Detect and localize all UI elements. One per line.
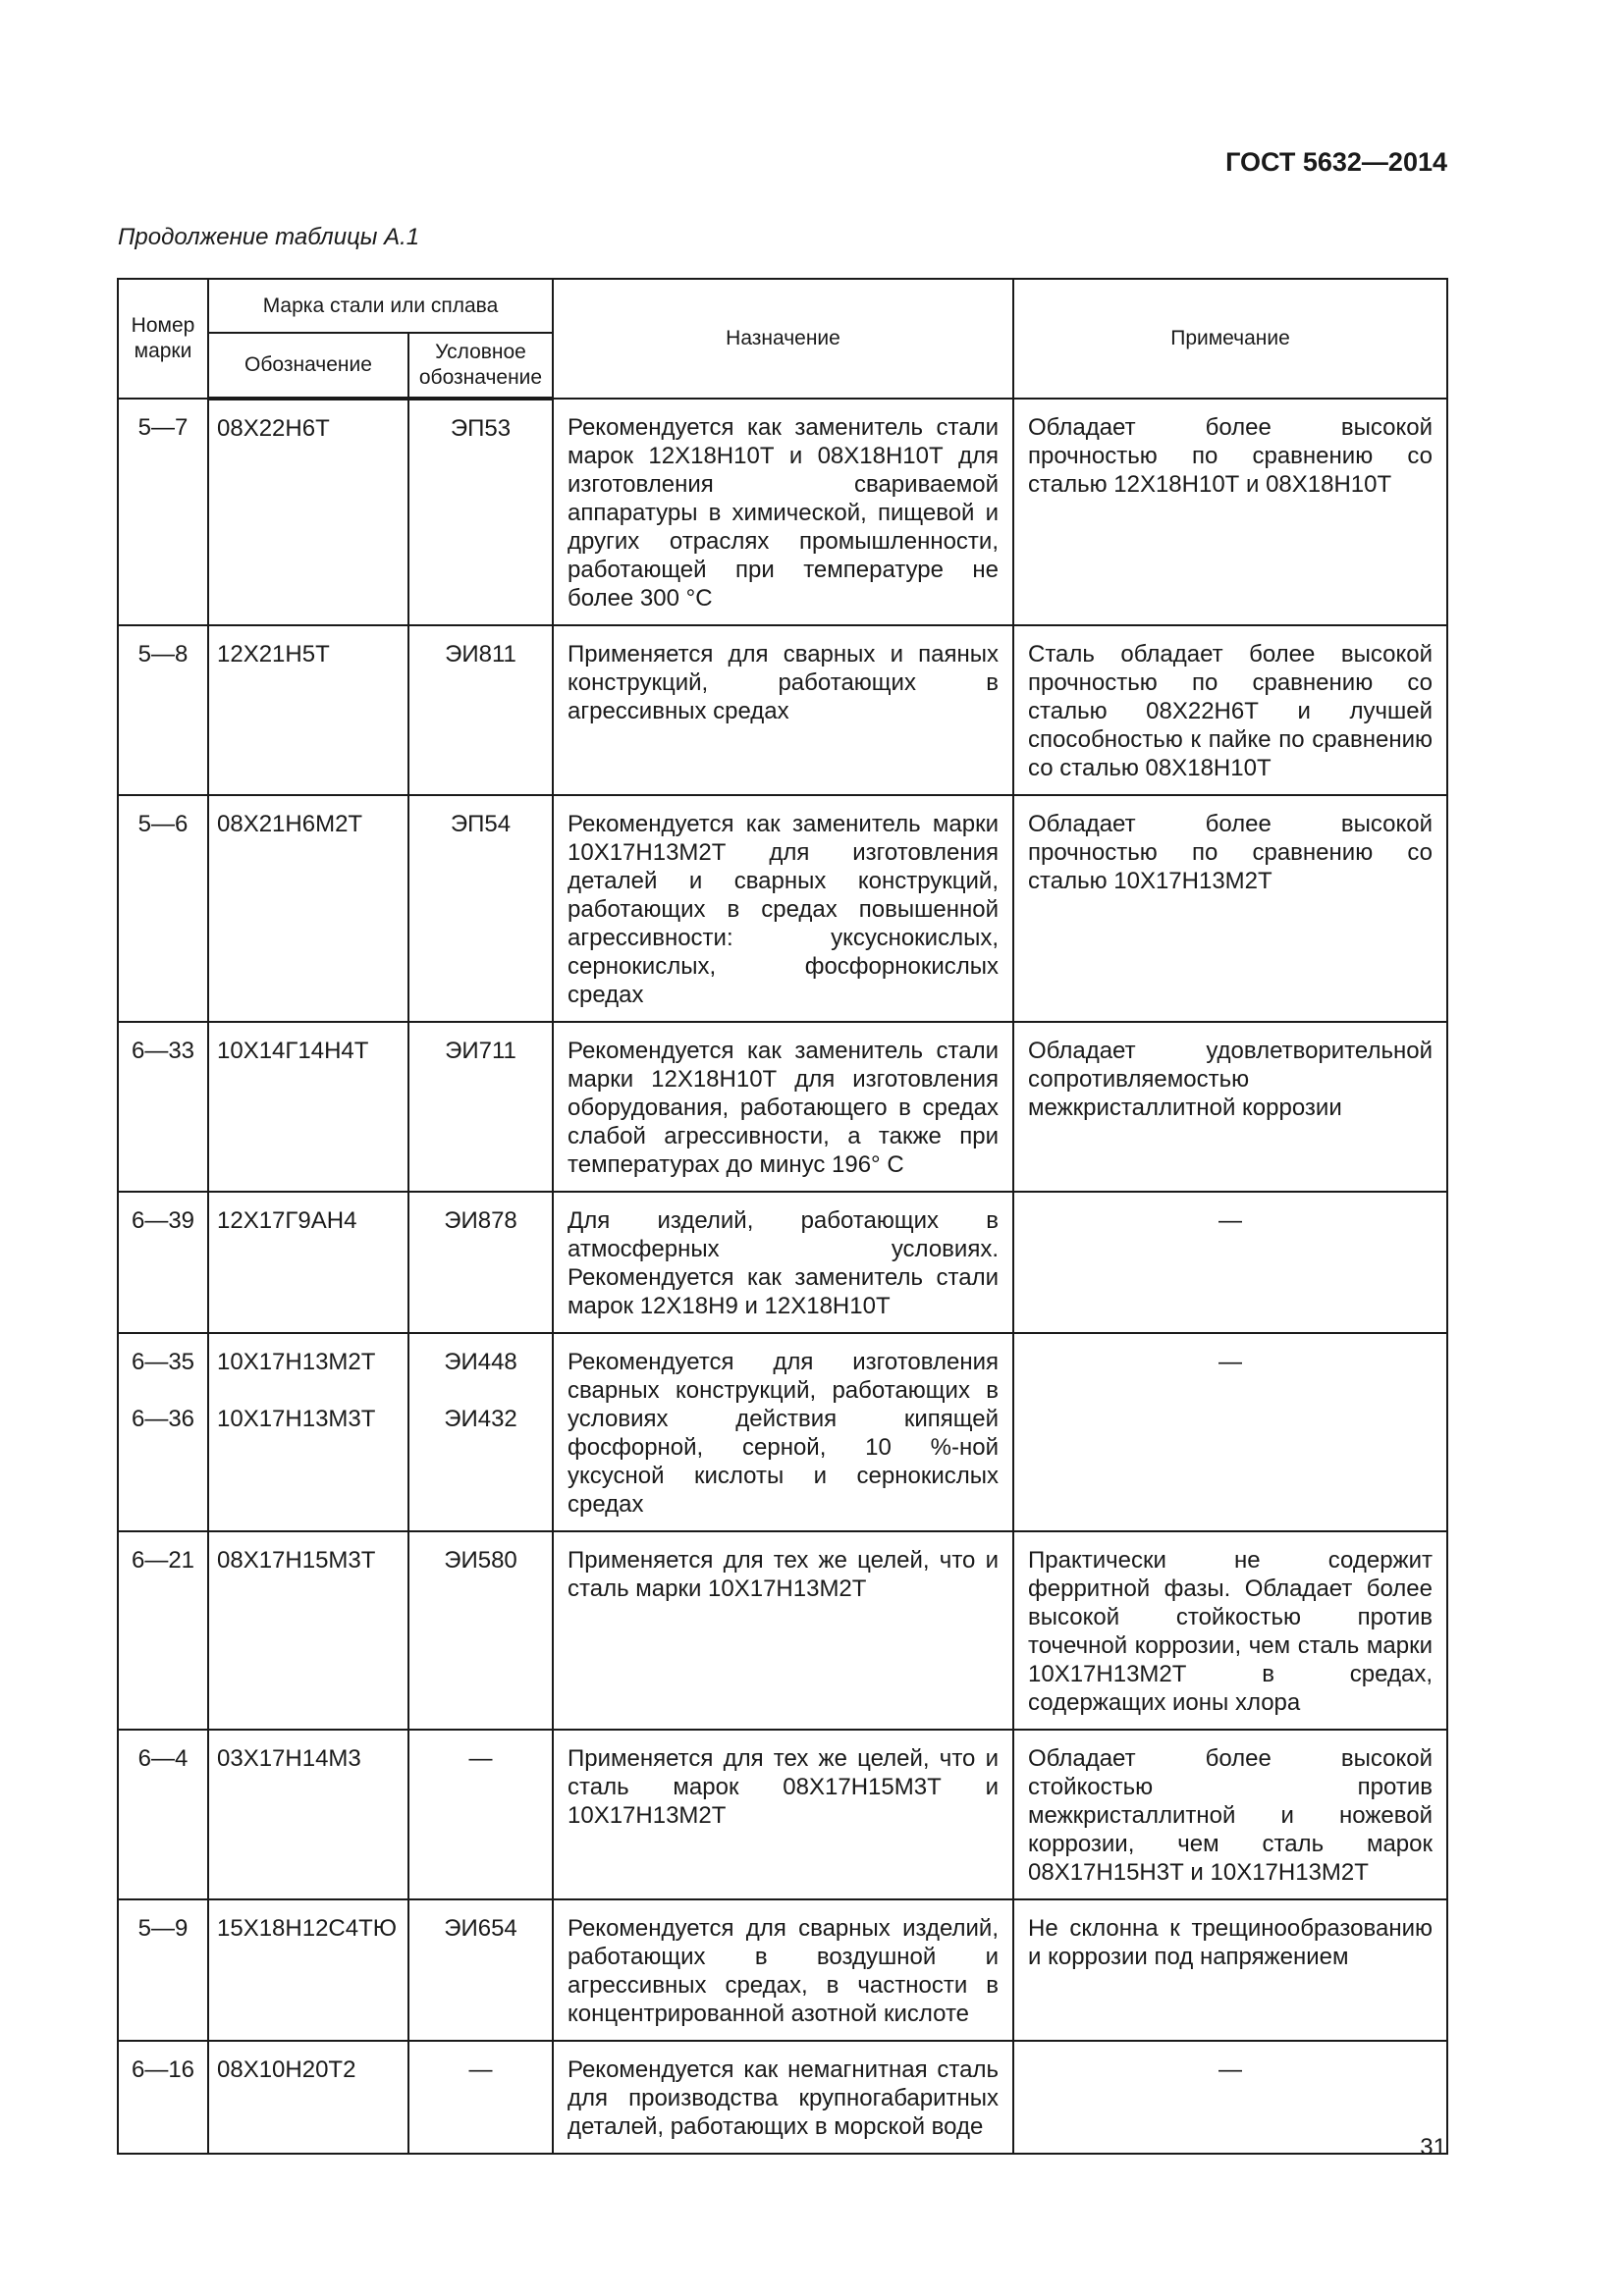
row-number	[118, 1333, 208, 1531]
row-purpose: Применяется для сварных и паяных конструкций, работающих в агрессивных средах	[553, 625, 1013, 795]
standard-designation: ГОСТ 5632—2014	[1225, 147, 1447, 177]
table-row	[118, 1899, 1447, 2041]
header-note: Примечание	[1013, 279, 1447, 399]
row-designation-value: 15Х18Н12С4ТЮ	[217, 1915, 398, 1942]
row-number-value: 5—6	[137, 811, 189, 837]
row-designation-value: 10Х17Н13М3Т	[217, 1406, 376, 1432]
row-conditional-value: —	[468, 1745, 493, 1772]
row-designation-value: 08Х17Н15М3Т	[217, 1547, 376, 1574]
row-number-value: 6—4	[137, 1745, 189, 1772]
row-note: —	[1013, 2041, 1447, 2154]
row-number	[118, 795, 208, 1022]
table-row	[118, 399, 1447, 625]
table-caption: Продолжение таблицы А.1	[118, 224, 420, 250]
row-number-value: 6—36	[131, 1406, 195, 1432]
row-designation	[208, 1192, 408, 1333]
row-number	[118, 399, 208, 625]
row-purpose: Рекомендуется как немагнитная сталь для производства крупногабаритных деталей, работающих в морской воде	[553, 2041, 1013, 2154]
row-purpose: Рекомендуется для изготовления сварных конструкций, работающих в условиях действия кипящей фосфорной, серной, 10 %-ной уксусной кислоты и сернокислых средах	[553, 1333, 1013, 1531]
header-purpose: Назначение	[553, 279, 1013, 399]
row-number	[118, 1022, 208, 1192]
row-number-value: 5—7	[137, 414, 189, 441]
row-conditional	[408, 1899, 553, 2041]
row-conditional	[408, 1022, 553, 1192]
table-row	[118, 1531, 1447, 1730]
row-purpose: Рекомендуется для сварных изделий, работающих в воздушной и агрессивных средах, в частности в концентрированной азотной кислоте	[553, 1899, 1013, 2041]
row-conditional	[408, 625, 553, 795]
table-row	[118, 1022, 1447, 1192]
row-number-value: 5—8	[137, 641, 189, 667]
row-note: Сталь обладает более высокой прочностью по сравнению со сталью 08Х22Н6Т и лучшей способностью к пайке по сравнению со сталью 08Х18Н10Т	[1013, 625, 1447, 795]
row-designation	[208, 795, 408, 1022]
row-number-value: 6—21	[131, 1547, 195, 1574]
row-note: —	[1013, 1333, 1447, 1531]
row-conditional	[408, 399, 553, 625]
row-note: Обладает более высокой прочностью по сравнению со сталью 12Х18Н10Т и 08Х18Н10Т	[1013, 399, 1447, 625]
row-number	[118, 2041, 208, 2154]
table-row	[118, 1192, 1447, 1333]
table-row	[118, 2041, 1447, 2154]
row-purpose: Применяется для тех же целей, что и сталь марки 10Х17Н13М2Т	[553, 1531, 1013, 1730]
row-note: Обладает удовлетворительной сопротивляемостью межкристаллитной коррозии	[1013, 1022, 1447, 1192]
row-note: Практически не содержит ферритной фазы. Обладает более высокой стойкостью против точечной коррозии, чем сталь марки 10Х17Н13М2Т в средах, содержащих ионы хлора	[1013, 1531, 1447, 1730]
row-conditional	[408, 1730, 553, 1899]
steel-grades-table	[117, 278, 1448, 2155]
header-conditional: Условное обозначение	[408, 333, 553, 399]
row-note: —	[1013, 1192, 1447, 1333]
row-number	[118, 1192, 208, 1333]
row-designation	[208, 1022, 408, 1192]
row-designation-value: 12Х21Н5Т	[217, 641, 330, 667]
table-row	[118, 1333, 1447, 1531]
row-conditional-value: ЭИ580	[444, 1547, 517, 1574]
row-note: Обладает более высокой прочностью по сравнению со сталью 10Х17Н13М2Т	[1013, 795, 1447, 1022]
row-conditional	[408, 795, 553, 1022]
row-number	[118, 1531, 208, 1730]
row-number-value: 6—16	[131, 2056, 195, 2083]
row-conditional	[408, 1192, 553, 1333]
row-number	[118, 1730, 208, 1899]
row-designation	[208, 399, 408, 625]
row-conditional-value: ЭИ878	[444, 1207, 517, 1234]
row-number-value: 6—35	[131, 1349, 195, 1375]
row-designation	[208, 2041, 408, 2154]
header-grade-group: Марка стали или сплава	[208, 279, 553, 333]
row-designation-value: 12Х17Г9АН4	[217, 1207, 357, 1234]
row-number	[118, 1899, 208, 2041]
row-designation-value: 10Х14Г14Н4Т	[217, 1038, 369, 1064]
page-number: 31	[1420, 2134, 1446, 2161]
row-designation	[208, 1531, 408, 1730]
row-number-value: 5—9	[137, 1915, 189, 1942]
table-row	[118, 1730, 1447, 1899]
row-conditional-value: ЭИ811	[445, 641, 516, 667]
row-designation	[208, 1333, 408, 1531]
row-conditional	[408, 2041, 553, 2154]
row-purpose: Для изделий, работающих в атмосферных условиях. Рекомендуется как заменитель стали марок 12Х18Н9 и 12Х18Н10Т	[553, 1192, 1013, 1333]
row-purpose: Рекомендуется как заменитель стали марок 12Х18Н10Т и 08Х18Н10Т для изготовления свариваемой аппаратуры в химической, пищевой и других отраслях промышленности, работающей при температуре не более 300 °С	[553, 399, 1013, 625]
row-designation	[208, 1730, 408, 1899]
row-purpose: Рекомендуется как заменитель марки 10Х17Н13М2Т для изготовления деталей и сварных конструкций, работающих в средах повышенной агрессивности: уксуснокислых, сернокислых, фосфорнокислых средах	[553, 795, 1013, 1022]
row-designation	[208, 1899, 408, 2041]
row-note: Не склонна к трещинообразованию и коррозии под напряжением	[1013, 1899, 1447, 2041]
row-conditional-value: ЭИ711	[445, 1038, 516, 1064]
row-conditional-value: —	[468, 2056, 493, 2083]
row-designation-value: 03Х17Н14М3	[217, 1745, 361, 1772]
row-number-value: 6—33	[131, 1038, 195, 1064]
row-purpose: Рекомендуется как заменитель стали марки 12Х18Н10Т для изготовления оборудования, работающего в средах слабой агрессивности, а также при температурах до минус 196° С	[553, 1022, 1013, 1192]
row-conditional	[408, 1531, 553, 1730]
table-body	[118, 399, 1447, 2154]
row-designation-value: 08Х22Н6Т	[217, 415, 330, 442]
row-purpose: Применяется для тех же целей, что и сталь марок 08Х17Н15М3Т и 10Х17Н13М2Т	[553, 1730, 1013, 1899]
header-number: Номер марки	[118, 279, 208, 399]
row-designation-value: 08Х21Н6М2Т	[217, 811, 363, 837]
table-row	[118, 625, 1447, 795]
row-conditional-value: ЭП54	[450, 811, 512, 837]
row-conditional	[408, 1333, 553, 1531]
header-designation: Обозначение	[208, 333, 408, 399]
row-conditional-value: ЭП53	[450, 415, 512, 442]
table-row	[118, 795, 1447, 1022]
row-conditional-value: ЭИ432	[444, 1406, 517, 1432]
row-designation	[208, 625, 408, 795]
row-designation-value: 10Х17Н13М2Т	[217, 1349, 376, 1375]
row-number-value: 6—39	[131, 1207, 195, 1234]
row-number	[118, 625, 208, 795]
row-conditional-value: ЭИ654	[444, 1915, 517, 1942]
row-conditional-value: ЭИ448	[444, 1349, 517, 1375]
row-designation-value: 08Х10Н20Т2	[217, 2056, 356, 2083]
row-note: Обладает более высокой стойкостью против межкристаллитной и ножевой коррозии, чем сталь марок 08Х17Н15Н3Т и 10Х17Н13М2Т	[1013, 1730, 1447, 1899]
